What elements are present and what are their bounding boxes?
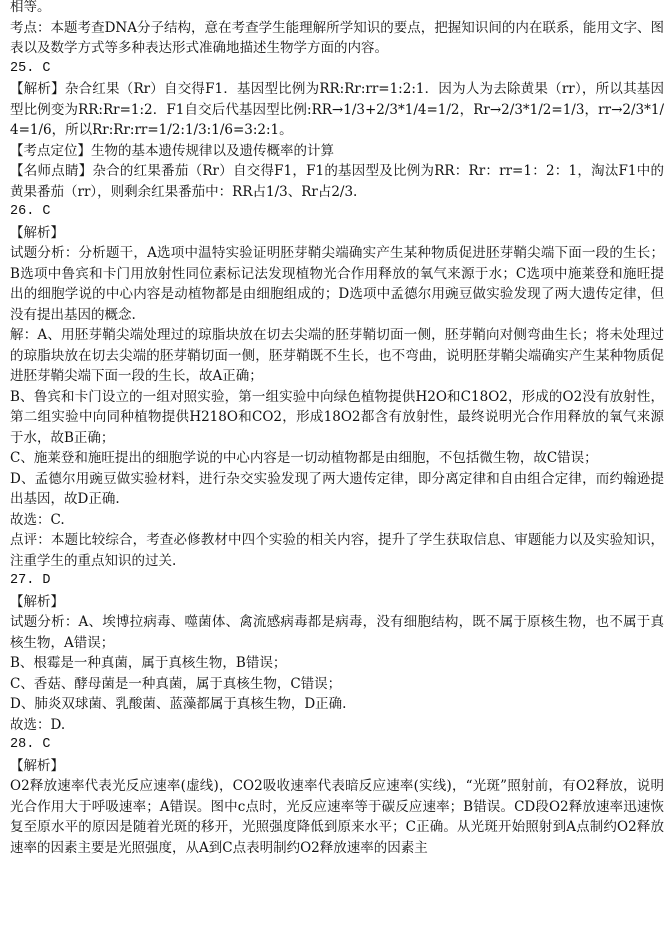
text-line: D、孟德尔用豌豆做实验材料，进行杂交实验发现了两大遗传定律，即分离定律和自由组合定律，而约翰逊提出基因，故D正确. (10, 470, 664, 507)
text-line: O2释放速率代表光反应速率(虚线)，CO2吸收速率代表暗反应速率(实线)，“光斑”照射前，有O2释放，说明光合作用大于呼吸速率；A错误。图中c点时，光反应速率等于碳反应速率；B错误。CD段O2释放速率迅速恢复至原水平的原因是随着光斑的移开，光照强度降低到原来水平；C正确。从光斑开始照射到A点制约O2释放速率的因素主要是光照强度，从A到C点表明制约O2释放速率的因素主 (10, 778, 664, 856)
text-line: B、根霉是一种真菌，属于真核生物，B错误； (10, 655, 287, 671)
text-line: D、肺炎双球菌、乳酸菌、蓝藻都属于真核生物，D正确. (10, 696, 347, 712)
section-label: 【解析】 (10, 757, 64, 774)
answer-heading: 28. C (10, 737, 51, 752)
text-line: 解：A、用胚芽鞘尖端处理过的琼脂块放在切去尖端的胚芽鞘切面一侧，胚芽鞘向对侧弯曲生长；将未处理过的琼脂块放在切去尖端的胚芽鞘切面一侧，胚芽鞘既不生长，也不弯曲，说明胚芽鞘尖端确实产生某种物质促进胚芽鞘尖端下面一段的生长，故A正确； (10, 327, 664, 384)
text-line: 【考点定位】生物的基本遗传规律以及遗传概率的计算 (10, 142, 334, 159)
section-label: 【解析】 (10, 593, 64, 610)
text-line: 【解析】杂合红果（Rr）自交得F1．基因型比例为RR:Rr:rr=1:2:1．因为人为去除黄果（rr），所以其基因型比例变为RR:Rr=1:2．F1自交后代基因型比例:RR→1/3+2/3*1/4=1/2，Rr→2/3*1/2=1/3，rr→2/3*1/4=1/6，所以Rr:Rr:rr=1/2:1/3:1/6=3:2:1。 (10, 81, 664, 138)
text-line: 故选：D. (10, 716, 66, 733)
answer-heading: 27. D (10, 573, 51, 588)
text-line: 点评：本题比较综合，考查必修教材中四个实验的相关内容，提升了学生获取信息、审题能力以及实验知识，注重学生的重点知识的过关. (10, 532, 664, 569)
text-line: C、施莱登和施旺提出的细胞学说的中心内容是一切动植物都是由细胞，不包括微生物，故C错误； (10, 450, 598, 466)
text-line: 试题分析：A、埃博拉病毒、噬菌体、禽流感病毒都是病毒，没有细胞结构，既不属于原核生物，也不属于真核生物，A错误； (10, 614, 664, 651)
text-line: 考点：本题考查DNA分子结构，意在考查学生能理解所学知识的要点，把握知识间的内在联系，能用文字、图表以及数学方式等多种表达形式准确地描述生物学方面的内容。 (10, 19, 664, 56)
text-line: 相等。 (10, 0, 51, 15)
text-line: C、香菇、酵母菌是一种真菌，属于真核生物，C错误； (10, 675, 342, 692)
text-line: 试题分析：分析题干，A选项中温特实验证明胚芽鞘尖端确实产生某种物质促进胚芽鞘尖端下面一段的生长；B选项中鲁宾和卡门用放射性同位素标记法发现植物光合作用释放的氧气来源于水；C选项中施莱登和施旺提出的细胞学说的中心内容是动植物都是由细胞组成的；D选项中孟德尔用豌豆做实验发现了两大遗传定律，但没有提出基因的概念. (10, 245, 664, 323)
text-line: 【名师点睛】杂合的红果番茄（Rr）自交得F1，F1的基因型及比例为RR：Rr：rr=1：2：1，淘汰F1中的黄果番茄（rr），则剩余红果番茄中：RR占1/3、Rr占2/3. (10, 163, 664, 200)
section-label: 【解析】 (10, 224, 64, 241)
answer-heading: 25. C (10, 60, 51, 76)
answer-heading: 26. C (10, 204, 51, 219)
text-line: 故选：C. (10, 511, 65, 528)
text-line: B、鲁宾和卡门设立的一组对照实验，第一组实验中向绿色植物提供H2O和C18O2，形成的O2没有放射性，第二组实验中向同种植物提供H218O和CO2，形成18O2都含有放射性，最终说明光合作用释放的氧气来源于水，故B正确； (10, 388, 664, 446)
